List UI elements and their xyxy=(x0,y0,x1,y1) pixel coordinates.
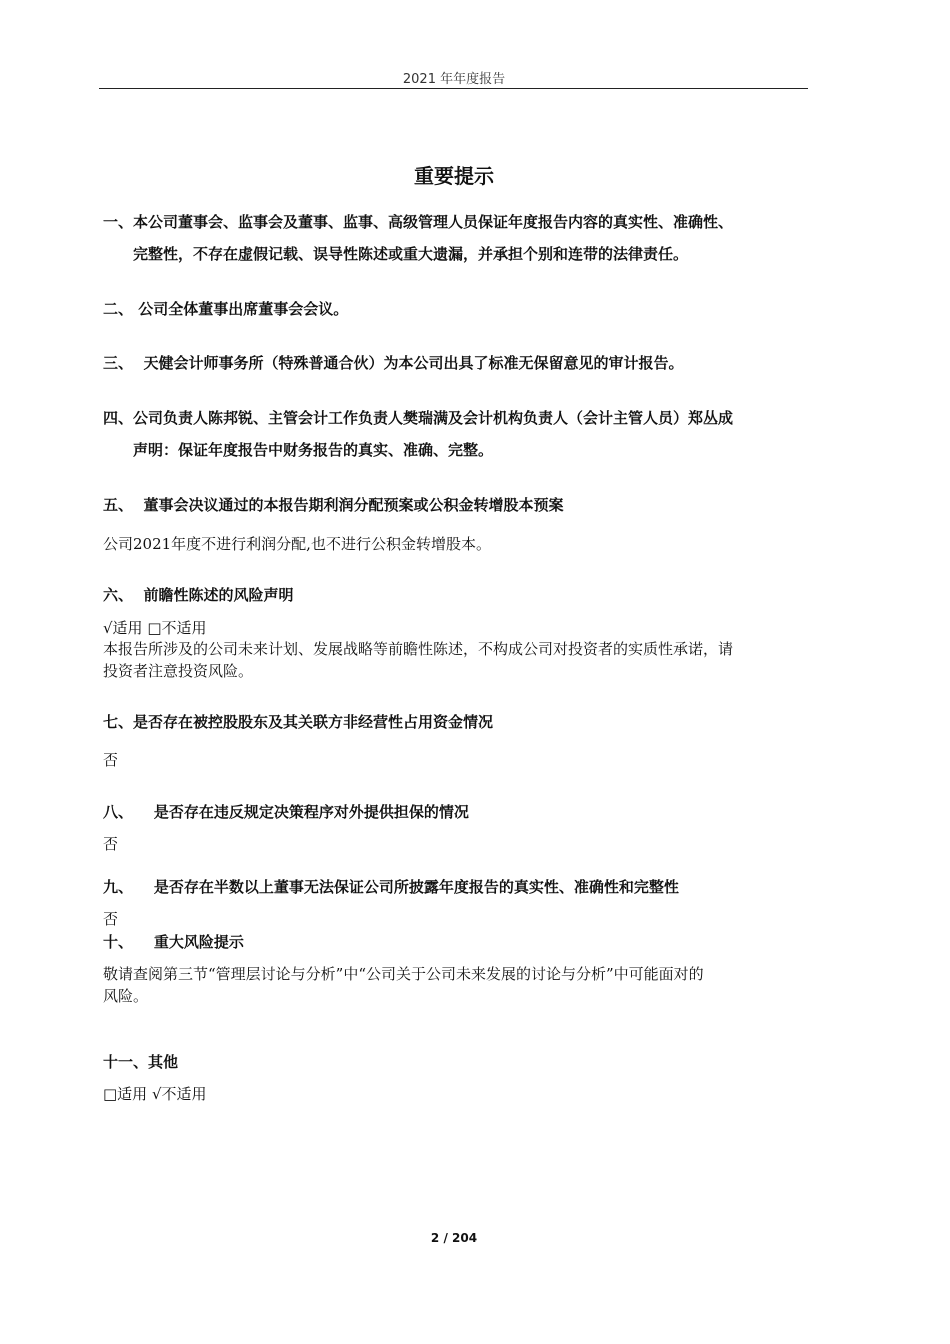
item-9-answer: 否 xyxy=(103,910,119,928)
page-title: 重要提示 xyxy=(414,164,494,188)
item-1-line2: 完整性，不存在虚假记载、误导性陈述或重大遗漏，并承担个别和连带的法律责任。 xyxy=(133,245,689,263)
item-1-number: 一、 xyxy=(103,213,134,231)
item-10-body1: 敬请查阅第三节“管理层讨论与分析”中“公司关于公司未来发展的讨论与分析”中可能面对的 xyxy=(103,965,704,983)
item-5-text: 董事会决议通过的本报告期利润分配预案或公积金转增股本预案 xyxy=(143,496,564,514)
item-9-number: 九、 xyxy=(103,878,134,896)
header-rule xyxy=(99,88,808,89)
item-4-number: 四、 xyxy=(103,409,134,427)
item-3-number: 三、 xyxy=(103,354,134,372)
item-8-number: 八、 xyxy=(103,803,134,821)
item-11-applicable: □适用 √不适用 xyxy=(103,1085,207,1103)
item-7-text: 是否存在被控股股东及其关联方非经营性占用资金情况 xyxy=(133,713,494,731)
item-10-number: 十、 xyxy=(103,933,134,951)
item-7-answer: 否 xyxy=(103,751,119,769)
item-8 xyxy=(103,801,469,822)
item-4-line1: 公司负责人陈邦锐、主管会计工作负责人樊瑞满及会计机构负责人（会计主管人员）郑丛成 xyxy=(133,409,734,427)
item-6-number: 六、 xyxy=(103,586,134,604)
item-1-line1: 本公司董事会、监事会及董事、监事、高级管理人员保证年度报告内容的真实性、准确性、 xyxy=(133,213,734,231)
item-9-text: 是否存在半数以上董事无法保证公司所披露年度报告的真实性、准确性和完整性 xyxy=(153,878,679,896)
item-5-body: 公司2021年度不进行利润分配,也不进行公积金转增股本。 xyxy=(103,535,491,553)
item-2-number: 二、 xyxy=(103,300,134,318)
item-8-text: 是否存在违反规定决策程序对外提供担保的情况 xyxy=(153,803,469,821)
item-4-line2: 声明：保证年度报告中财务报告的真实、准确、完整。 xyxy=(133,441,494,459)
item-7-number: 七、 xyxy=(103,713,134,731)
item-3 xyxy=(103,352,683,373)
item-11 xyxy=(103,1051,178,1072)
item-6-applicable: √适用 □不适用 xyxy=(103,619,207,637)
item-1 xyxy=(103,211,733,232)
item-9 xyxy=(103,876,679,897)
item-11-text: 其他 xyxy=(148,1053,179,1071)
item-6-text: 前瞻性陈述的风险声明 xyxy=(143,586,294,604)
item-2 xyxy=(103,298,348,319)
page-number: 2 / 204 xyxy=(430,1231,478,1245)
item-6-body2: 投资者注意投资风险。 xyxy=(103,662,254,680)
item-6 xyxy=(103,584,293,605)
item-10 xyxy=(103,931,244,952)
item-5 xyxy=(103,494,563,515)
item-7 xyxy=(103,711,493,732)
item-2-text: 公司全体董事出席董事会会议。 xyxy=(138,300,349,318)
item-5-number: 五、 xyxy=(103,496,134,514)
item-10-body2: 风险。 xyxy=(103,987,149,1005)
item-8-answer: 否 xyxy=(103,835,119,853)
item-4 xyxy=(103,407,733,428)
item-6-body1: 本报告所涉及的公司未来计划、发展战略等前瞻性陈述，不构成公司对投资者的实质性承诺，请 xyxy=(103,640,734,658)
running-header: 2021 年年度报告 xyxy=(402,72,506,87)
item-3-text: 天健会计师事务所（特殊普通合伙）为本公司出具了标准无保留意见的审计报告。 xyxy=(143,354,684,372)
item-10-text: 重大风险提示 xyxy=(153,933,244,951)
item-11-number: 十一、 xyxy=(103,1053,149,1071)
